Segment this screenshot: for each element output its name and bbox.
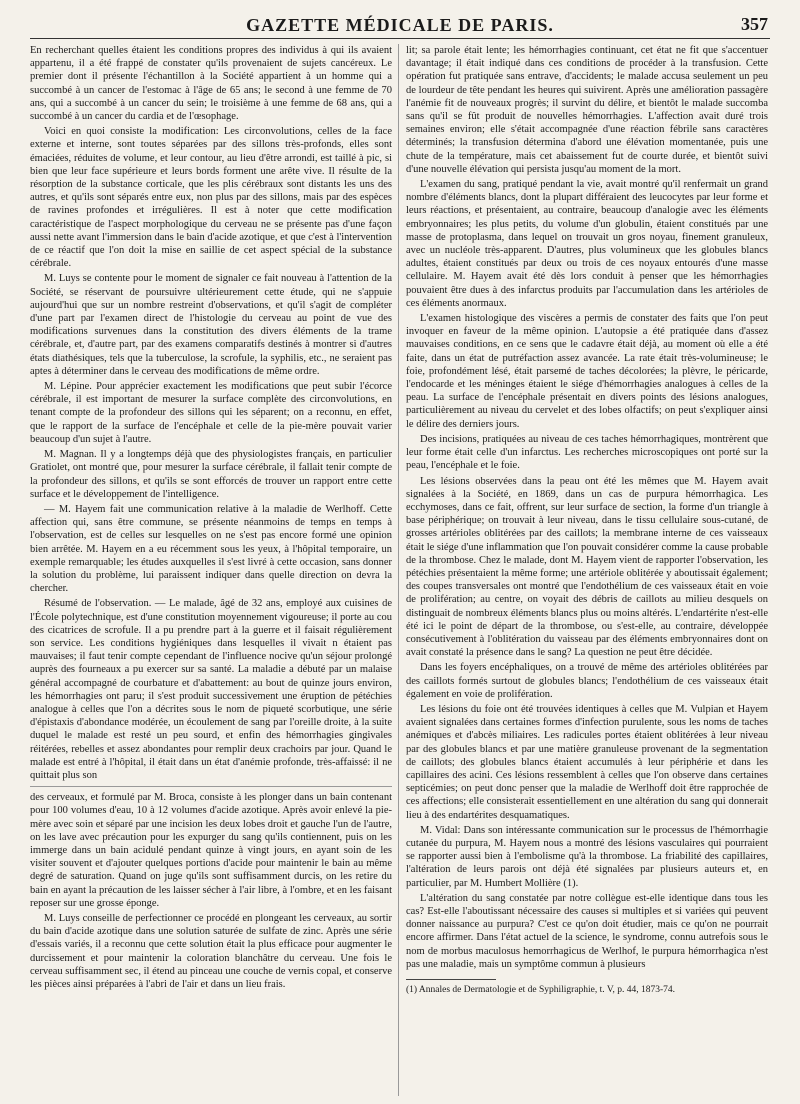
paragraph: M. Vidal: Dans son intéressante communication sur le processus de l'hémorrhagie cutanée du purpura, M. Hayem nous a montré des lésions vasculaires qui pourraient se rapporter aussi bien à l'embolisme qu'à la thrombose. La friabilité des capillaires, l'altération de leurs parois ont déjà été signalées par plusieurs auteurs et, en particulier, par M. Humbert Mollière (1).: [406, 824, 768, 889]
paragraph: L'altération du sang constatée par notre collègue est-elle identique dans tous les cas? Est-elle l'aboutissant nécessaire des causes si multiples et si variées qui peuvent donner naissance au purpura? C'est ce qu'on doit étudier, mais ce qu'on ne pourrait encore affirmer. Dans l'état actuel de la science, le syndrome, connu autrefois sous le nom de morbus maculosus hemorrhagicus de Werlhof, le purpura hémorrhagica n'est pas une maladie, mais un symptôme commun à plusieurs: [406, 892, 768, 970]
paragraph: Des incisions, pratiquées au niveau de ces taches hémorrhagiques, montrèrent que leur forme était celle d'un infarctus. Les recherches microscopiques ont porté sur la peau, l'encéphale et le foie.: [406, 433, 768, 472]
paragraph: Voici en quoi consiste la modification: Les circonvolutions, celles de la face externe et interne, sont toutes séparées par des sillons très-profonds, elles sont émaciées, réduites de volume, et leur contour, au lieu d'être arrondi, est taillé à pic, si bien que leur face supérieure et leurs bords forment une arête vive. Il résulte de la résorption de la substance corticale, que les plis cérébraux sont distants les uns des autres, et qu'ils sont séparés entre eux, non plus par des sillons, mais par des espèces de ravines profondes et irrégulières. Il est à noter que cette modification caractéristique de l'aspect morphologique du cerveau ne se présente pas d'une façon aussi nette avant l'immersion dans le bain d'acide azotique, et que c'est à l'intervention de ce réactif que l'on doit la mise en saillie de cet aspect spécial de la substance cérébrale.: [30, 126, 392, 270]
paragraph: lit; sa parole était lente; les hémorrhagies continuant, cet état ne fit que s'accentuer davantage; il était indiqué dans ces conditions de procéder à la transfusion. Cette opération fut pratiquée sans entrave, d'accidents; le malade accusa seulement un peu de lourdeur de tête pendant les heures qui suivirent. Après une amélioration passagère l'anémie fit de nouveaux progrès; il survint du délire, et bientôt le malade succomba sans qu'il se fût produit de nouvelles hémorrhagies. L'affection avait duré trois semaines environ; elle s'était accompagnée d'une réaction fébrile sans caractères déterminés; la transfusion détermina d'abord une élévation momentanée, puis une chute de la température, mais cet abaissement fut de courte durée, et bientôt suivi d'une nouvelle élévation qui persista jusqu'au moment de la mort.: [406, 45, 768, 175]
left-column: [30, 44, 392, 993]
page-number: 357: [741, 14, 768, 34]
paragraph: Dans les foyers encéphaliques, on a trouvé de même des artérioles oblitérées par des caillots formés surtout de globules blancs; l'endothélium de ces vaisseaux était également en voie de prolifération.: [406, 662, 768, 700]
paragraph: En recherchant quelles étaient les conditions propres des individus à qui ils avaient appartenu, il a été frappé de constater qu'ils provenaient de sujets cancéreux. Le premier dont il présente l'échantillon à la Société appartient à un homme qui a succombé à un cancer de l'estomac à l'âge de 65 ans; le second à une femme de 70 ans, qui a succombé à un cancer du sein; le troisième à une femme de 68 ans, qui a succombé à un cancer du cardia et de l'œsophage.: [30, 45, 392, 123]
right-column: [406, 44, 768, 998]
paragraph: L'examen histologique des viscères a permis de constater des faits que l'on peut invoquer en faveur de la même opinion. L'autopsie a été pratiquée dans d'assez mauvaises conditions, en ce sens que le cadavre était déjà, au moment où elle a été faite, dans un état de putréfaction assez avancée. La rate était très-volumineuse; le foie, profondément lésé, était parsemé de taches décolorées; la plèvre, le péricarde, l'endocarde et les méninges étaient le siége d'hémorrhagies analogues à celles de la peau. La surface de l'encéphale présentait en divers points des lésions analogues, particulièrement au niveau du cervelet et des lobes olfactifs; on peut s'expliquer ainsi le délire des derniers jours.: [406, 313, 768, 430]
paragraph: M. Luys conseille de perfectionner ce procédé en plongeant les cerveaux, au sortir du bain d'acide azotique dans une solution saturée de sulfate de zinc. Après une série d'essais variés, il a reconnu que cette solution était la plus efficace pour augmenter le durcissement et pour maintenir la coloration blanchâtre du cerveau. Une fois le cerveau suffisamment sec, il étend au pinceau une couche de vernis copal, et conserve les pièces ainsi préparées à l'abri de l'air et dans un lieu frais.: [30, 913, 392, 991]
paragraph: L'examen du sang, pratiqué pendant la vie, avait montré qu'il renfermait un grand nombre d'éléments blancs, dont la plupart différaient des leucocytes par leur forme et leurs réactions, et présentaient, au contraire, beaucoup d'analogie avec les éléments embryonnaires; les plus petits, du volume d'un globulin, étaient constitués par une masse de protoplasma, dans lequel on trouvait un gros noyau, finement granuleux, avec un nucléole très-apparent. D'autres, plus volumineux que les globules blancs adultes, étaient constitués par deux ou trois de ces noyaux entourés d'une masse cellulaire. M. Hayem avait été dès lors conduit à penser que les hémorrhagies pouvaient être dues à des infarctus produits par l'accumulation dans les artérioles de ces éléments anormaux.: [406, 179, 768, 309]
footnote-rule: [406, 979, 496, 980]
paragraph: — M. Hayem fait une communication relative à la maladie de Werlhoff. Cette affection qui, sans être commune, se présente néanmoins de temps en temps à l'observation, est de celles sur lesquelles on ne s'est pas encore formé une opinion bien arrêtée. M. Hayem en a eu récemment sous les yeux, à l'hôpital temporaire, un exemple remarquable; les études auxquelles il s'est livré à cette occasion, sans donner la solution du problème, lui paraissent indiquer dans quelle direction on devra la chercher.: [30, 503, 392, 595]
journal-title: GAZETTE MÉDICALE DE PARIS.: [246, 14, 554, 35]
column-divider: [30, 786, 392, 787]
paragraph: Les lésions observées dans la peau ont été les mêmes que M. Hayem avait signalées à la Société, en 1869, dans un cas de purpura hémorrhagica. Les ecchymoses, dans ce fait, offrent, sur leur surface de section, la forme d'un triangle à base périphérique; on trouvait à leur niveau, dans le tissu cellulaire sous-cutané, de grosses artérioles oblitérées par des caillots; la membrane interne de ces vaisseaux était le siége d'une inflammation que l'on pouvait considérer comme la cause probable de la thrombose. Chez le malade, dont M. Hayem vient de rapporter l'observation, les pétéchies présentaient la même forme; une artériole oblitérée y aboutissait également; des coupes transversales ont montré que l'endothélium de ces vaisseaux était en voie de prolifération; au centre, on voyait des débris de caillots au milieu desquels on distinguait de nombreux éléments blancs plus ou moins altérés. L'endartérite n'est-elle été ici le point de départ de la thrombose, ou s'est-elle, au contraire, développée consécutivement à l'oblitération du vaisseau par des éléments embryonnaires dont on avait constaté la présence dans le sang? La question ne peut être décidée.: [406, 475, 768, 659]
footnote: (1) Annales de Dermatologie et de Syphiligraphie, t. V, p. 44, 1873-74.: [406, 985, 676, 996]
paragraph: Les lésions du foie ont été trouvées identiques à celles que M. Vulpian et Hayem avaient signalées dans certaines formes d'infection purulente, sous les noms de taches anémiques et d'abcès miliaires. Les radicules portes étaient oblitérées à leur niveau par des globules blancs et par une matière granuleuse provenant de la segmentation de caillots; des globules blancs étaient accumulés à leur périphérie et dans les capillaires des acini. Ces lésions ressemblent à celles que l'on observe dans certaines septicémies; on peut donc penser que la maladie de Werlhoff doit être rapprochée de ces affections; elle consisterait essentiellement en une altération du sang qui donnerait lieu à des endartérites desquamatiques.: [406, 703, 768, 821]
column-separator: [398, 44, 399, 1096]
paragraph: Résumé de l'observation. — Le malade, âgé de 32 ans, employé aux cuisines de l'École polytechnique, est d'une constitution moyennement vigoureuse; il porte au cou des cicatrices de scrofule. Il a pu prendre part à la guerre et il faisait régulièrement son service. Les conditions hygiéniques dans lesquelles il vivait n étaient pas mauvaises; il faut tenir compte cependant de l'influence nocive qu'un séjour prolongé auprès des fourneaux a pu exercer sur sa santé. La maladie a débuté par un malaise général accompagné de courbature et d'abattement: au bout de quinze jours environ, les hémorrhagies ont paru; il s'est produit successivement une éruption de pétéchies analogue à celles que l'on a décrites sous le nom de piqueté scorbutique, une série d'épistaxis d'abondance modérée, un écoulement de sang par l'oreille droite, à la suite duquel le malade est resté un peu sourd, et enfin des hémorrhagies gingivales réitérées, rebelles et assez abondantes pour remplir deux crachoirs par jour. Quand le malade est entré à l'hôpital, il était dans un état d'anémie profonde, très-affaissé: il ne quittait plus son: [30, 598, 392, 781]
page-header: [30, 12, 770, 39]
paragraph: M. Magnan. Il y a longtemps déjà que des physiologistes français, en particulier Gratiolet, ont montré que, pour mesurer la surface cérébrale, il fallait tenir compte de la profondeur des sillons, et qu'ils se sont efforcés de trouver un rapport entre cette surface et le développement de l'intelligence.: [30, 449, 392, 500]
paragraph: M. Luys se contente pour le moment de signaler ce fait nouveau à l'attention de la Société, se réservant de poursuivre ultérieurement cette étude, qui ne s'appuie aujourd'hui que sur un nombre restreint d'observations, et qu'il s'agit de compléter d'une part par l'examen direct de l'histologie du cerveau au point de vue des modifications survenues dans la constitution des divers éléments de la trame cérébrale, et, d'autre part, par des examens comparatifs destinés à montrer si d'autres états diathésiques, tels que la tuberculose, la scrofule, la syphilis, etc., ne seraient pas aptes à déterminer dans le cerveau des modifications de même ordre.: [30, 273, 392, 377]
paragraph: des cerveaux, et formulé par M. Broca, consiste à les plonger dans un bain contenant pour 100 volumes d'eau, 10 à 12 volumes d'acide azotique. Après avoir enlevé la pie-mère avec soin et séparé par une incision les deux lobes droit et gauche l'un de l'autre, on les lave avec précaution pour les expurger du sang qu'ils contiennent, puis on les immerge dans un bain acidulé pendant quinze à vingt jours, en ayant soin de les visiter souvent et d'ajouter quelques portions d'acide pour maintenir le bain au même degré de saturation. Quand on juge qu'ils sont suffisamment durcis, on les retire du bain en ayant la précaution de les laisser sécher à l'air libre, à l'ombre, et en les faisant reposer sur une grosse éponge.: [30, 792, 392, 909]
paragraph: M. Lépine. Pour apprécier exactement les modifications que peut subir l'écorce cérébrale, il est important de mesurer la surface complète des circonvolutions, en tenant compte de la profondeur des sillons qui les séparent; on a reconnu, en effet, que le rapport de la surface de l'encéphale et celle de la pie-mère pouvait varier beaucoup d'un sujet à l'autre.: [30, 381, 392, 445]
